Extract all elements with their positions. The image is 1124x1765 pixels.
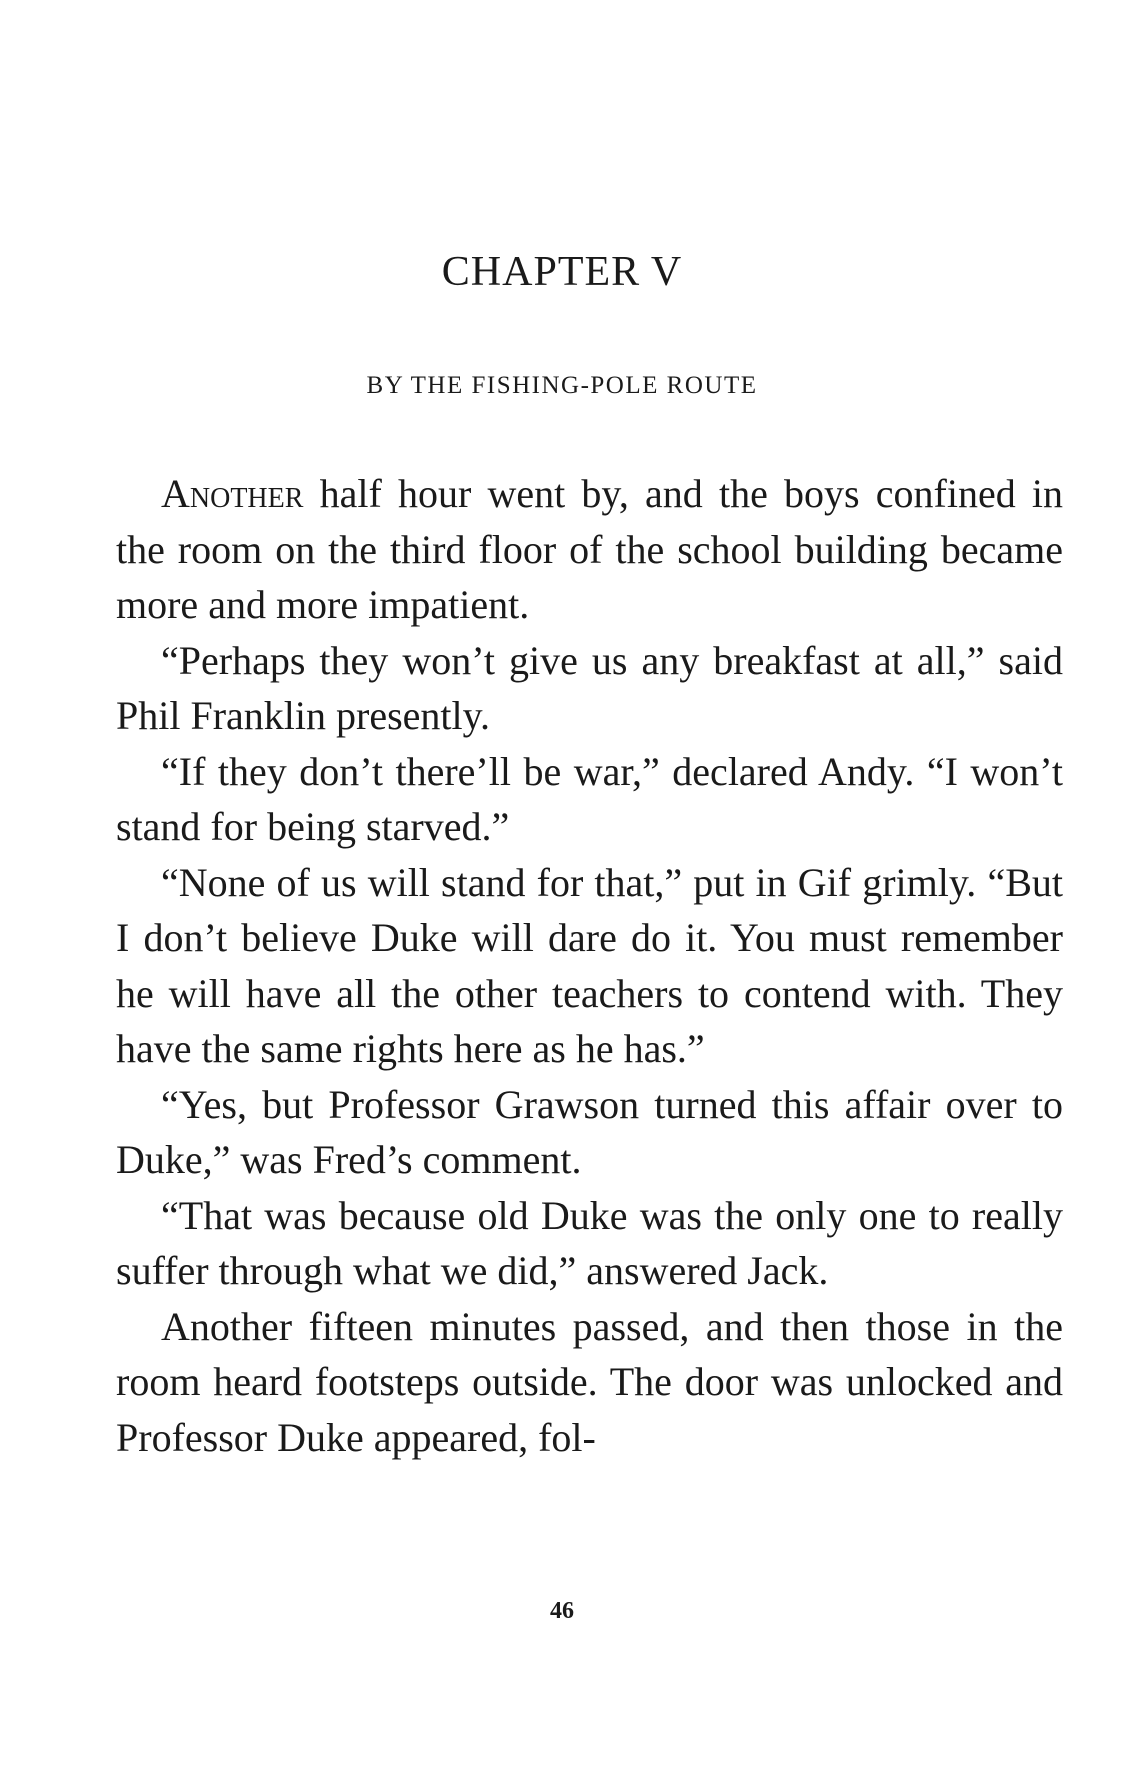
paragraph: “That was because old Duke was the only one to really suffer through what we did,” answered Jack. bbox=[116, 1192, 1063, 1293]
paragraph: “If they don’t there’ll be war,” declared Andy. “I won’t stand for being starved.” bbox=[116, 748, 1063, 849]
paragraph-lead-small-caps: Another bbox=[161, 471, 304, 516]
paragraph: Another fifteen minutes passed, and then those in the room heard footsteps outside. The door was unlocked and Professor Duke appeared, fol- bbox=[116, 1303, 1063, 1460]
paragraph: “Perhaps they won’t give us any breakfast at all,” said Phil Franklin presently. bbox=[116, 637, 1063, 738]
paragraph-text: half hour went by, and the boys confined in the room on the third floor of the school building became more and more impatient. bbox=[116, 471, 1063, 627]
chapter-title: BY THE FISHING-POLE ROUTE bbox=[366, 372, 758, 399]
page-number: 46 bbox=[550, 1598, 574, 1624]
body-text bbox=[116, 466, 1063, 1465]
paragraph: “Yes, but Professor Grawson turned this affair over to Duke,” was Fred’s comment. bbox=[116, 1081, 1063, 1182]
chapter-heading: CHAPTER V bbox=[441, 249, 683, 295]
paragraph bbox=[116, 466, 1063, 633]
paragraph: “None of us will stand for that,” put in Gif grimly. “But I don’t believe Duke will dare do it. You must remember he will have all the other teachers to contend with. They have the same rights here as he has.” bbox=[116, 859, 1063, 1071]
